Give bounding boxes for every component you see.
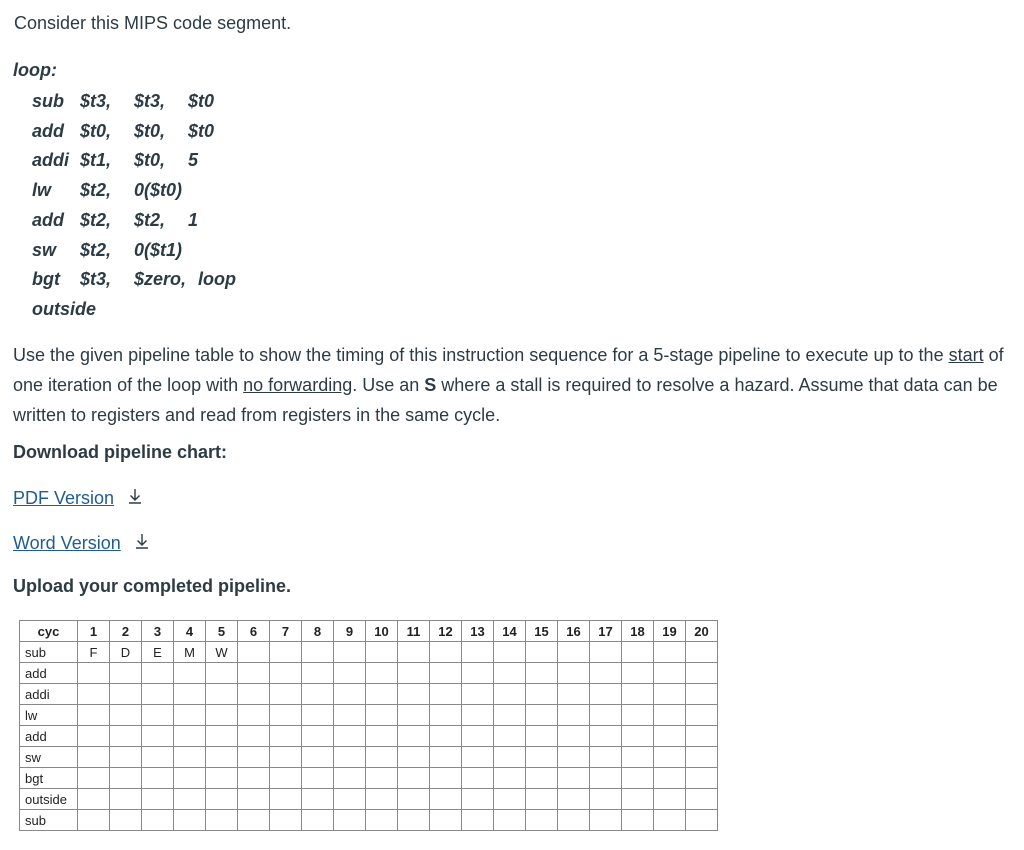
instruction-label: outside (20, 789, 78, 810)
stage-cell (174, 810, 206, 831)
stage-cell (366, 789, 398, 810)
stage-cell: M (174, 642, 206, 663)
stage-cell (270, 789, 302, 810)
stage-cell (654, 768, 686, 789)
stage-cell (110, 810, 142, 831)
stage-cell (238, 705, 270, 726)
stage-cell (110, 726, 142, 747)
cycle-header: 19 (654, 621, 686, 642)
code-op: outside (32, 298, 97, 319)
stage-cell (366, 810, 398, 831)
stage-cell (238, 810, 270, 831)
stage-cell (494, 663, 526, 684)
intro-text: Consider this MIPS code segment. (14, 13, 292, 33)
code-arg: $t0 (188, 120, 215, 141)
stage-cell (142, 789, 174, 810)
code-op: add (32, 209, 65, 230)
stage-cell (654, 726, 686, 747)
stage-cell (110, 663, 142, 684)
stage-cell (238, 768, 270, 789)
stage-cell (622, 768, 654, 789)
stage-cell (334, 810, 366, 831)
stage-cell (206, 768, 238, 789)
stage-cell (494, 747, 526, 768)
stage-cell (206, 747, 238, 768)
stage-cell (334, 705, 366, 726)
word-link-label: Word Version (13, 533, 121, 553)
cycle-header: 15 (526, 621, 558, 642)
code-op: sub (32, 91, 65, 111)
stage-cell (654, 663, 686, 684)
stage-cell (334, 684, 366, 705)
pdf-link-label: PDF Version (13, 488, 115, 508)
stage-cell (526, 726, 558, 747)
table-header-row (20, 621, 718, 642)
stage-cell (270, 663, 302, 684)
stage-cell (270, 726, 302, 747)
stage-cell (526, 768, 558, 789)
instruction-label: addi (20, 684, 78, 705)
stage-cell (302, 663, 334, 684)
code-op: add (32, 120, 65, 141)
stage-cell (590, 810, 622, 831)
stage-cell (334, 642, 366, 663)
stage-cell (398, 747, 430, 768)
stage-cell (302, 747, 334, 768)
code-arg: $t3, (80, 269, 112, 290)
code-line (32, 117, 236, 147)
upload-heading: Upload your completed pipeline. (13, 576, 292, 596)
code-arg: $t1, (80, 150, 112, 171)
stage-cell (206, 789, 238, 810)
stage-cell (686, 642, 718, 663)
stage-cell (622, 747, 654, 768)
stage-cell (238, 747, 270, 768)
stage-cell (398, 810, 430, 831)
stage-cell (494, 789, 526, 810)
stage-cell (430, 684, 462, 705)
stage-cell (590, 684, 622, 705)
pipeline-table (19, 620, 718, 831)
stage-cell (206, 684, 238, 705)
stage-cell (654, 747, 686, 768)
instruction-label: sub (20, 642, 78, 663)
stage-cell (622, 810, 654, 831)
stage-cell (558, 642, 590, 663)
para-bold-s: S (424, 375, 437, 395)
stage-cell (430, 726, 462, 747)
cycle-header: 6 (238, 621, 270, 642)
cycle-header: 5 (206, 621, 238, 642)
stage-cell (494, 726, 526, 747)
code-arg: 5 (188, 150, 199, 171)
stage-cell (142, 726, 174, 747)
download-icon (126, 487, 144, 510)
stage-cell (558, 705, 590, 726)
stage-cell (494, 705, 526, 726)
code-arg: $t0, (80, 120, 112, 141)
stage-cell (142, 747, 174, 768)
stage-cell (430, 663, 462, 684)
stage-cell (270, 768, 302, 789)
stage-cell (78, 726, 110, 747)
stage-cell (462, 726, 494, 747)
stage-cell (398, 684, 430, 705)
stage-cell (174, 726, 206, 747)
stage-cell (430, 810, 462, 831)
cycle-header-label: cyc (20, 621, 78, 642)
stage-cell (654, 642, 686, 663)
stage-cell (494, 768, 526, 789)
stage-cell (558, 684, 590, 705)
stage-cell (430, 747, 462, 768)
code-line (32, 176, 236, 206)
stage-cell (654, 810, 686, 831)
stage-cell (110, 789, 142, 810)
stage-cell (654, 705, 686, 726)
stage-cell (334, 747, 366, 768)
para-underline-start: start (948, 345, 984, 365)
stage-cell (110, 684, 142, 705)
stage-cell (398, 768, 430, 789)
stage-cell: F (78, 642, 110, 663)
para-text: where a stall is required to resolve a hazard. Assume that data can be written to registers and read from registers in the same cycle. (13, 375, 998, 425)
cycle-header: 3 (142, 621, 174, 642)
code-arg: $t2, (134, 209, 166, 230)
stage-cell (590, 768, 622, 789)
stage-cell (78, 768, 110, 789)
stage-cell (270, 684, 302, 705)
stage-cell (302, 768, 334, 789)
cycle-header: 10 (366, 621, 398, 642)
stage-cell (462, 810, 494, 831)
stage-cell (590, 726, 622, 747)
stage-cell (526, 663, 558, 684)
stage-cell (654, 684, 686, 705)
stage-cell (238, 726, 270, 747)
table-body (20, 642, 718, 831)
stage-cell (334, 726, 366, 747)
pdf-download-link[interactable] (13, 487, 144, 510)
stage-cell (366, 726, 398, 747)
stage-cell (366, 663, 398, 684)
stage-cell (462, 747, 494, 768)
code-arg: $t2, (80, 180, 112, 201)
stage-cell (302, 789, 334, 810)
stage-cell (206, 726, 238, 747)
stage-cell (558, 789, 590, 810)
cycle-header: 17 (590, 621, 622, 642)
code-op: sw (32, 239, 57, 260)
stage-cell (366, 684, 398, 705)
stage-cell (110, 747, 142, 768)
instruction-label: sw (20, 747, 78, 768)
stage-cell (238, 684, 270, 705)
stage-cell (206, 810, 238, 831)
stage-cell (270, 747, 302, 768)
code-loop-label: loop: (13, 60, 57, 80)
table-row (20, 726, 718, 747)
table-row (20, 642, 718, 663)
stage-cell (430, 705, 462, 726)
stage-cell (366, 642, 398, 663)
cycle-header: 4 (174, 621, 206, 642)
stage-cell (590, 663, 622, 684)
code-arg: $t0, (134, 150, 166, 171)
stage-cell (398, 705, 430, 726)
stage-cell (462, 705, 494, 726)
stage-cell (686, 810, 718, 831)
stage-cell (142, 705, 174, 726)
instruction-label: sub (20, 810, 78, 831)
cycle-header: 7 (270, 621, 302, 642)
stage-cell (366, 768, 398, 789)
stage-cell (558, 726, 590, 747)
cycle-header: 11 (398, 621, 430, 642)
instruction-label: add (20, 663, 78, 684)
stage-cell (174, 789, 206, 810)
stage-cell (78, 684, 110, 705)
stage-cell (590, 642, 622, 663)
stage-cell (686, 789, 718, 810)
table-row (20, 810, 718, 831)
stage-cell (398, 726, 430, 747)
stage-cell (686, 768, 718, 789)
stage-cell (238, 663, 270, 684)
code-arg: loop (198, 269, 236, 290)
code-arg: 1 (188, 209, 199, 230)
cycle-header: 14 (494, 621, 526, 642)
stage-cell (110, 768, 142, 789)
stage-cell (494, 684, 526, 705)
stage-cell (206, 705, 238, 726)
stage-cell (142, 768, 174, 789)
para-underline-no-forwarding: no forwarding (243, 375, 353, 395)
instruction-label: bgt (20, 768, 78, 789)
stage-cell (78, 747, 110, 768)
code-arg: $zero, (134, 269, 187, 290)
stage-cell (302, 684, 334, 705)
stage-cell (622, 726, 654, 747)
cycle-header: 20 (686, 621, 718, 642)
stage-cell (462, 642, 494, 663)
stage-cell (558, 768, 590, 789)
cycle-header: 18 (622, 621, 654, 642)
cycle-header: 16 (558, 621, 590, 642)
code-arg: $t2, (80, 209, 112, 230)
stage-cell (622, 684, 654, 705)
word-download-link[interactable] (13, 532, 151, 555)
stage-cell (270, 705, 302, 726)
para-text: Use the given pipeline table to show the timing of this instruction sequence for a 5-stage pipeline to execute up to the (13, 345, 949, 365)
stage-cell (622, 705, 654, 726)
stage-cell (398, 789, 430, 810)
cycle-header: 2 (110, 621, 142, 642)
stage-cell (174, 705, 206, 726)
stage-cell (302, 726, 334, 747)
stage-cell (334, 768, 366, 789)
stage-cell (590, 747, 622, 768)
table-row (20, 705, 718, 726)
stage-cell (302, 642, 334, 663)
stage-cell (622, 663, 654, 684)
stage-cell (110, 705, 142, 726)
download-icon (133, 532, 151, 555)
stage-cell (366, 705, 398, 726)
code-op: lw (32, 180, 52, 201)
stage-cell (270, 642, 302, 663)
instructions-paragraph (13, 340, 1008, 430)
code-block (32, 87, 236, 325)
stage-cell (462, 768, 494, 789)
stage-cell (462, 789, 494, 810)
stage-cell (270, 810, 302, 831)
stage-cell (430, 642, 462, 663)
cycle-header: 8 (302, 621, 334, 642)
stage-cell (686, 684, 718, 705)
code-arg: $t3, (134, 91, 166, 111)
code-op: bgt (32, 269, 60, 290)
stage-cell (142, 684, 174, 705)
code-arg: 0($t1) (134, 239, 183, 260)
stage-cell (558, 747, 590, 768)
stage-cell (238, 789, 270, 810)
stage-cell (302, 705, 334, 726)
stage-cell (302, 810, 334, 831)
stage-cell (206, 663, 238, 684)
download-heading: Download pipeline chart: (13, 442, 228, 462)
para-text: . Use an (352, 375, 425, 395)
stage-cell (174, 747, 206, 768)
table-row (20, 684, 718, 705)
stage-cell (526, 789, 558, 810)
stage-cell (78, 663, 110, 684)
code-arg: $t0 (188, 91, 215, 111)
stage-cell (686, 705, 718, 726)
code-line (32, 87, 236, 117)
code-line (32, 295, 236, 325)
stage-cell (174, 684, 206, 705)
stage-cell: D (110, 642, 142, 663)
stage-cell (142, 810, 174, 831)
stage-cell (622, 642, 654, 663)
stage-cell (430, 789, 462, 810)
cycle-header: 13 (462, 621, 494, 642)
stage-cell (398, 642, 430, 663)
stage-cell (558, 663, 590, 684)
stage-cell (462, 663, 494, 684)
stage-cell (526, 810, 558, 831)
stage-cell (78, 789, 110, 810)
stage-cell (686, 663, 718, 684)
cycle-header: 1 (78, 621, 110, 642)
cycle-header: 9 (334, 621, 366, 642)
stage-cell (78, 810, 110, 831)
stage-cell (654, 789, 686, 810)
stage-cell (174, 768, 206, 789)
stage-cell: W (206, 642, 238, 663)
stage-cell (142, 663, 174, 684)
stage-cell (462, 684, 494, 705)
code-line (32, 206, 236, 236)
stage-cell (622, 789, 654, 810)
stage-cell (526, 747, 558, 768)
stage-cell (590, 705, 622, 726)
stage-cell (430, 768, 462, 789)
stage-cell (78, 705, 110, 726)
table-row (20, 789, 718, 810)
code-arg: 0($t0) (134, 180, 183, 201)
code-line (32, 265, 236, 295)
code-op: addi (32, 150, 70, 171)
stage-cell: E (142, 642, 174, 663)
para-text: of one iteration of the loop with (13, 345, 1004, 395)
code-arg: $t0, (134, 120, 166, 141)
table-row (20, 768, 718, 789)
stage-cell (334, 663, 366, 684)
stage-cell (398, 663, 430, 684)
stage-cell (366, 747, 398, 768)
stage-cell (334, 789, 366, 810)
stage-cell (526, 642, 558, 663)
instruction-label: lw (20, 705, 78, 726)
stage-cell (686, 747, 718, 768)
code-line (32, 236, 236, 266)
stage-cell (526, 684, 558, 705)
table-row (20, 663, 718, 684)
table-row (20, 747, 718, 768)
stage-cell (494, 810, 526, 831)
code-arg: $t2, (80, 239, 112, 260)
stage-cell (174, 663, 206, 684)
cycle-header: 12 (430, 621, 462, 642)
stage-cell (558, 810, 590, 831)
code-line (32, 146, 236, 176)
stage-cell (526, 705, 558, 726)
stage-cell (238, 642, 270, 663)
code-arg: $t3, (80, 91, 112, 111)
stage-cell (686, 726, 718, 747)
instruction-label: add (20, 726, 78, 747)
stage-cell (590, 789, 622, 810)
stage-cell (494, 642, 526, 663)
